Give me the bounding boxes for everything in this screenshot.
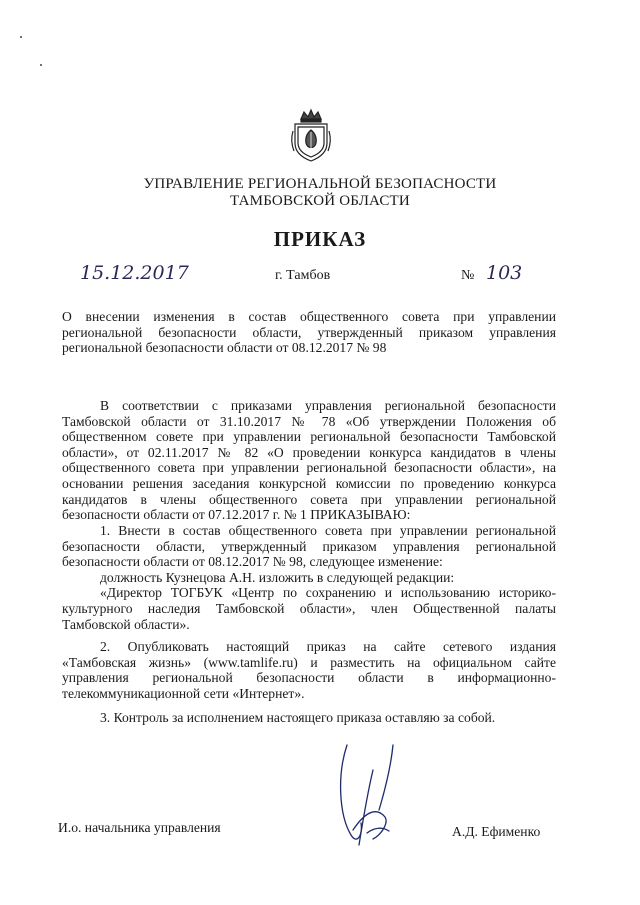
text-line: Тамбовской области». xyxy=(62,616,190,632)
scan-speck xyxy=(40,64,42,66)
text-line: безопасности области от 08.12.2017 № 98, следующее изменение: xyxy=(62,554,443,570)
signer-name: А.Д. Ефименко xyxy=(452,824,541,839)
text-line: общественном совете при управлении региональной безопасности Тамбовской xyxy=(62,429,556,445)
text-line: управления региональной безопасности области в информационно- xyxy=(62,670,556,686)
scan-speck xyxy=(20,36,22,38)
preamble xyxy=(62,398,556,523)
number-label: № xyxy=(461,268,475,283)
handwritten-number: 103 xyxy=(486,262,523,284)
text-line: культурного наследия Тамбовской области», член Общественной палаты xyxy=(62,600,556,616)
text-line: кандидатов в члены общественного совета при управлении региональной xyxy=(62,491,556,507)
item-3: 3. Контроль за исполнением настоящего приказа оставляю за собой. xyxy=(100,710,496,725)
subject xyxy=(62,309,556,356)
text-line: «Тамбовская жизнь» (www.tamlife.ru) и разместить на официальном сайте xyxy=(62,654,556,670)
text-line: Тамбовской области от 31.10.2017 № 78 «Об утверждении Положения об xyxy=(62,413,556,429)
item-2 xyxy=(62,639,556,701)
text-line: безопасности области, утвержденный приказом управления региональной xyxy=(62,538,556,554)
text-line: основании решения заседания конкурсной комиссии по проведению конкурса xyxy=(62,475,556,491)
agency-name-line2: ТАМБОВСКОЙ ОБЛАСТИ xyxy=(230,193,410,209)
signer-position: И.о. начальника управления xyxy=(58,820,221,835)
agency-name-line1: УПРАВЛЕНИЕ РЕГИОНАЛЬНОЙ БЕЗОПАСНОСТИ xyxy=(143,176,497,192)
text-line: «Директор ТОГБУК «Центр по сохранению и использованию историко- xyxy=(100,585,556,601)
subject-line: О внесении изменения в состав общественного совета при управлении xyxy=(62,309,556,324)
subject-line: региональной безопасности области, утвержденный приказом управления xyxy=(62,324,556,340)
item-1 xyxy=(62,523,556,632)
text-line: должность Кузнецова А.Н. изложить в следующей редакции: xyxy=(100,569,455,585)
text-line: общественного совета при управлении региональной безопасности области», на xyxy=(62,460,556,476)
text-line: телекоммуникационной сети «Интернет». xyxy=(62,685,305,701)
text-line: 1. Внести в состав общественного совета при управлении региональной xyxy=(100,523,556,538)
city: г. Тамбов xyxy=(275,268,331,283)
text-line: В соответствии с приказами управления региональной безопасности xyxy=(100,398,556,413)
text-line: области», от 02.11.2017 № 82 «О проведении конкурса кандидатов в члены xyxy=(62,444,556,460)
text-line: 2. Опубликовать настоящий приказ на сайте сетевого издания xyxy=(100,639,556,654)
text-line: безопасности области от 07.12.2017 г. № 1 ПРИКАЗЫВАЮ: xyxy=(62,507,411,523)
coat-of-arms-icon xyxy=(289,107,333,163)
document-title: ПРИКАЗ xyxy=(273,227,367,251)
subject-line: региональной безопасности области от 08.12.2017 № 98 xyxy=(62,340,387,356)
handwritten-date: 15.12.2017 xyxy=(80,262,189,284)
handwritten-signature xyxy=(333,735,413,885)
